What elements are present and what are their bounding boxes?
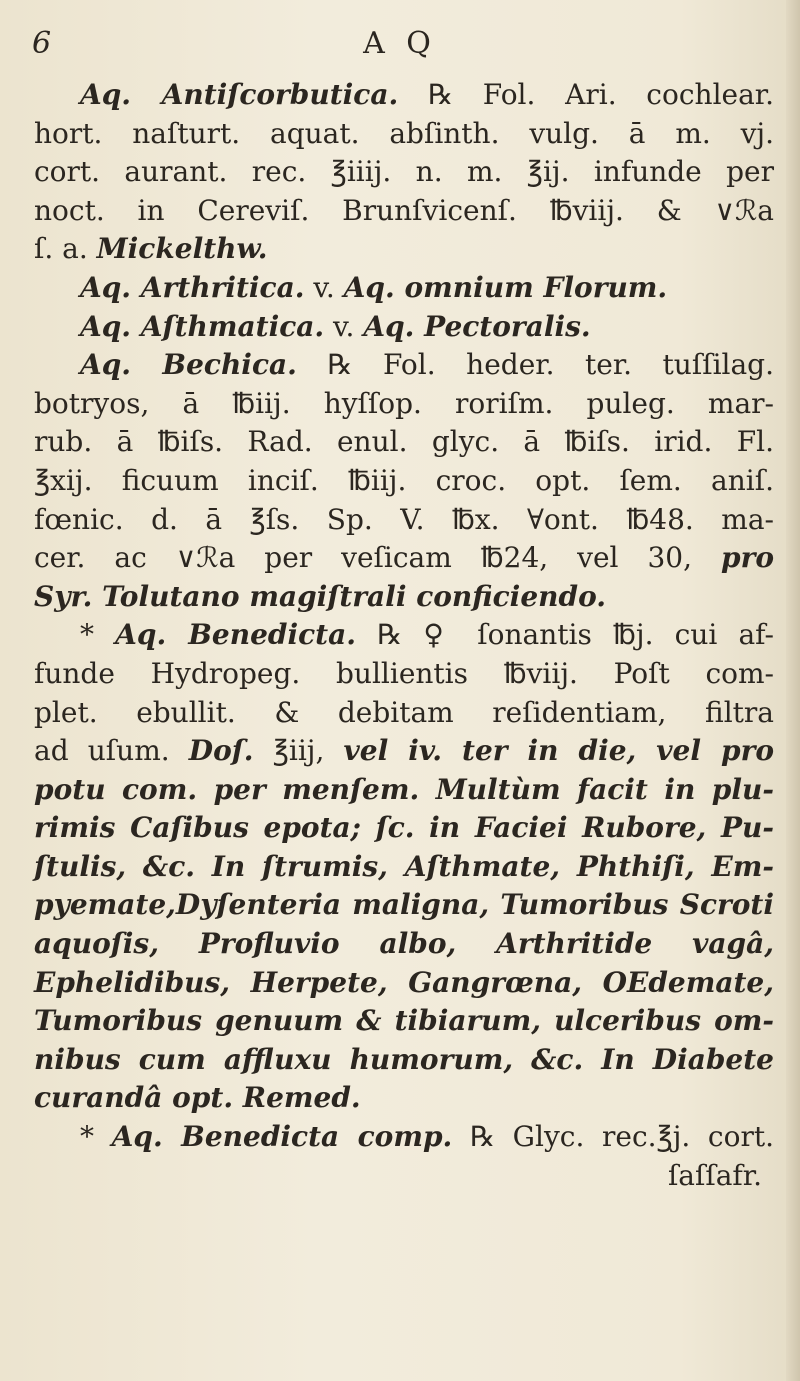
text-line: ℥xij. ficuum inciſ. ℔iij. croc. opt. ſem. aniſ. — [34, 463, 774, 497]
text-line: * Aq. Benedicta. ℞ ♀ ſonantis ℔j. cui af- — [80, 618, 775, 652]
page-edge — [786, 0, 800, 1381]
text-line: Aq. Aſthmatica. v. Aq. Pectoralis. — [80, 309, 591, 343]
text-line: Tumoribus genuum & tibiarum, ulceribus om- — [34, 1004, 774, 1038]
text-line: ſtulis, &c. In ſtrumis, Aſthmate, Phthiſi, Em- — [34, 849, 774, 883]
text-line: botryos, ā ℔iij. hyſſop. roriſm. puleg. mar- — [34, 386, 774, 420]
text-line: Aq. Arthritica. v. Aq. omnium Florum. — [80, 270, 668, 304]
text-line: cort. aurant. rec. ℥iiij. n. m. ℥ij. infunde per — [34, 155, 774, 189]
text-line: potu com. per menſem. Multùm facit in plu- — [34, 772, 774, 806]
text-line: cer. ac ∨ℛa per veſicam ℔24, vel 30, pro — [34, 541, 774, 575]
text-line: ſ. a. Mickelthw. — [34, 232, 268, 266]
text-line: aquoſis, Profluvio albo, Arthritide vagâ, — [34, 927, 774, 961]
body-text — [34, 76, 774, 1195]
text-line: hort. naſturt. aquat. abſinth. vulg. ā m. vj. — [34, 116, 774, 150]
text-line: pyemate,Dyſenteria maligna, Tumoribus Scroti — [34, 888, 774, 922]
text-line: * Aq. Benedicta comp. ℞ Glyc. rec.℥j. cort. — [80, 1120, 775, 1154]
text-line: fœnic. d. ā ℥ſs. Sp. V. ℔x. ∀ont. ℔48. ma- — [34, 502, 774, 536]
text-line: ſaſſafr. — [667, 1158, 762, 1192]
text-line: Syr. Tolutano magiſtrali conficiendo. — [34, 579, 607, 613]
text-line: funde Hydropeg. bullientis ℔viij. Poſt com- — [34, 656, 774, 690]
text-line: noct. in Cereviſ. Brunſvicenſ. ℔viij. & ∨ℛa — [34, 193, 774, 227]
text-line: Aq. Antiſcorbutica. ℞ Fol. Ari. cochlear. — [80, 78, 774, 111]
text-line: plet. ebullit. & debitam reſidentiam, filtra — [34, 695, 774, 729]
text-line: rub. ā ℔iſs. Rad. enul. glyc. ā ℔iſs. irid. Fl. — [34, 425, 774, 459]
page-number: 6 — [32, 26, 52, 61]
text-line: rimis Caſibus epota; ſc. in Faciei Rubore, Pu- — [34, 811, 774, 845]
running-head: A Q — [363, 26, 437, 61]
text-line: ad uſum. Doſ. ℥iij, vel iv. ter in die, vel pro — [34, 734, 774, 768]
page-header — [0, 18, 800, 68]
text-line: Aq. Bechica. ℞ Fol. heder. ter. tuſſilag. — [80, 348, 774, 382]
text-line: Ephelidibus, Herpete, Gangrœna, OEdemate, — [34, 965, 774, 999]
text-line: nibus cum affluxu humorum, &c. In Diabete — [34, 1042, 774, 1076]
text-line: curandâ opt. Remed. — [34, 1081, 361, 1115]
